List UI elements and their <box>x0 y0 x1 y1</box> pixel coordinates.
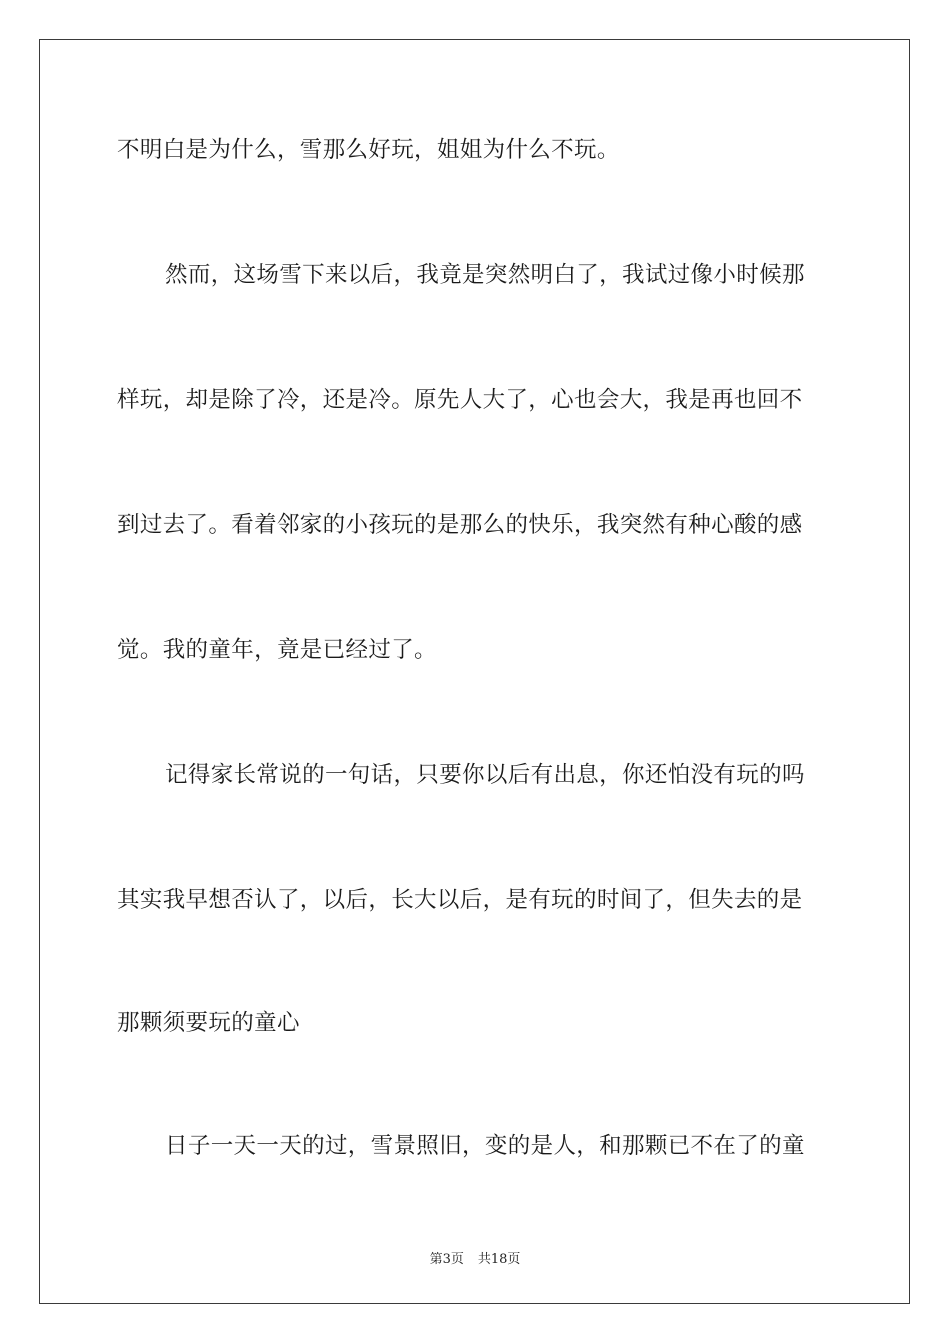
body-line-8: 那颗须要玩的童心 <box>117 1010 300 1036</box>
body-line-6: 记得家长常说的一句话，只要你以后有出息，你还怕没有玩的吗 <box>165 762 805 788</box>
page-number: 第3页 <box>429 1252 464 1267</box>
body-line-2: 然而，这场雪下来以后，我竟是突然明白了，我试过像小时候那 <box>165 262 805 288</box>
body-line-9: 日子一天一天的过，雪景照旧，变的是人，和那颗已不在了的童 <box>165 1133 805 1159</box>
body-line-5: 觉。我的童年，竟是已经过了。 <box>117 637 437 663</box>
page-total: 共18页 <box>477 1252 521 1267</box>
page-border <box>39 39 910 1304</box>
body-line-7: 其实我早想否认了，以后，长大以后，是有玩的时间了，但失去的是 <box>117 887 803 913</box>
page-footer <box>0 1248 950 1267</box>
body-line-4: 到过去了。看着邻家的小孩玩的是那么的快乐，我突然有种心酸的感 <box>117 512 803 538</box>
body-line-1: 不明白是为什么，雪那么好玩，姐姐为什么不玩。 <box>117 137 620 163</box>
body-line-3: 样玩，却是除了冷，还是冷。原先人大了，心也会大，我是再也回不 <box>117 387 803 413</box>
